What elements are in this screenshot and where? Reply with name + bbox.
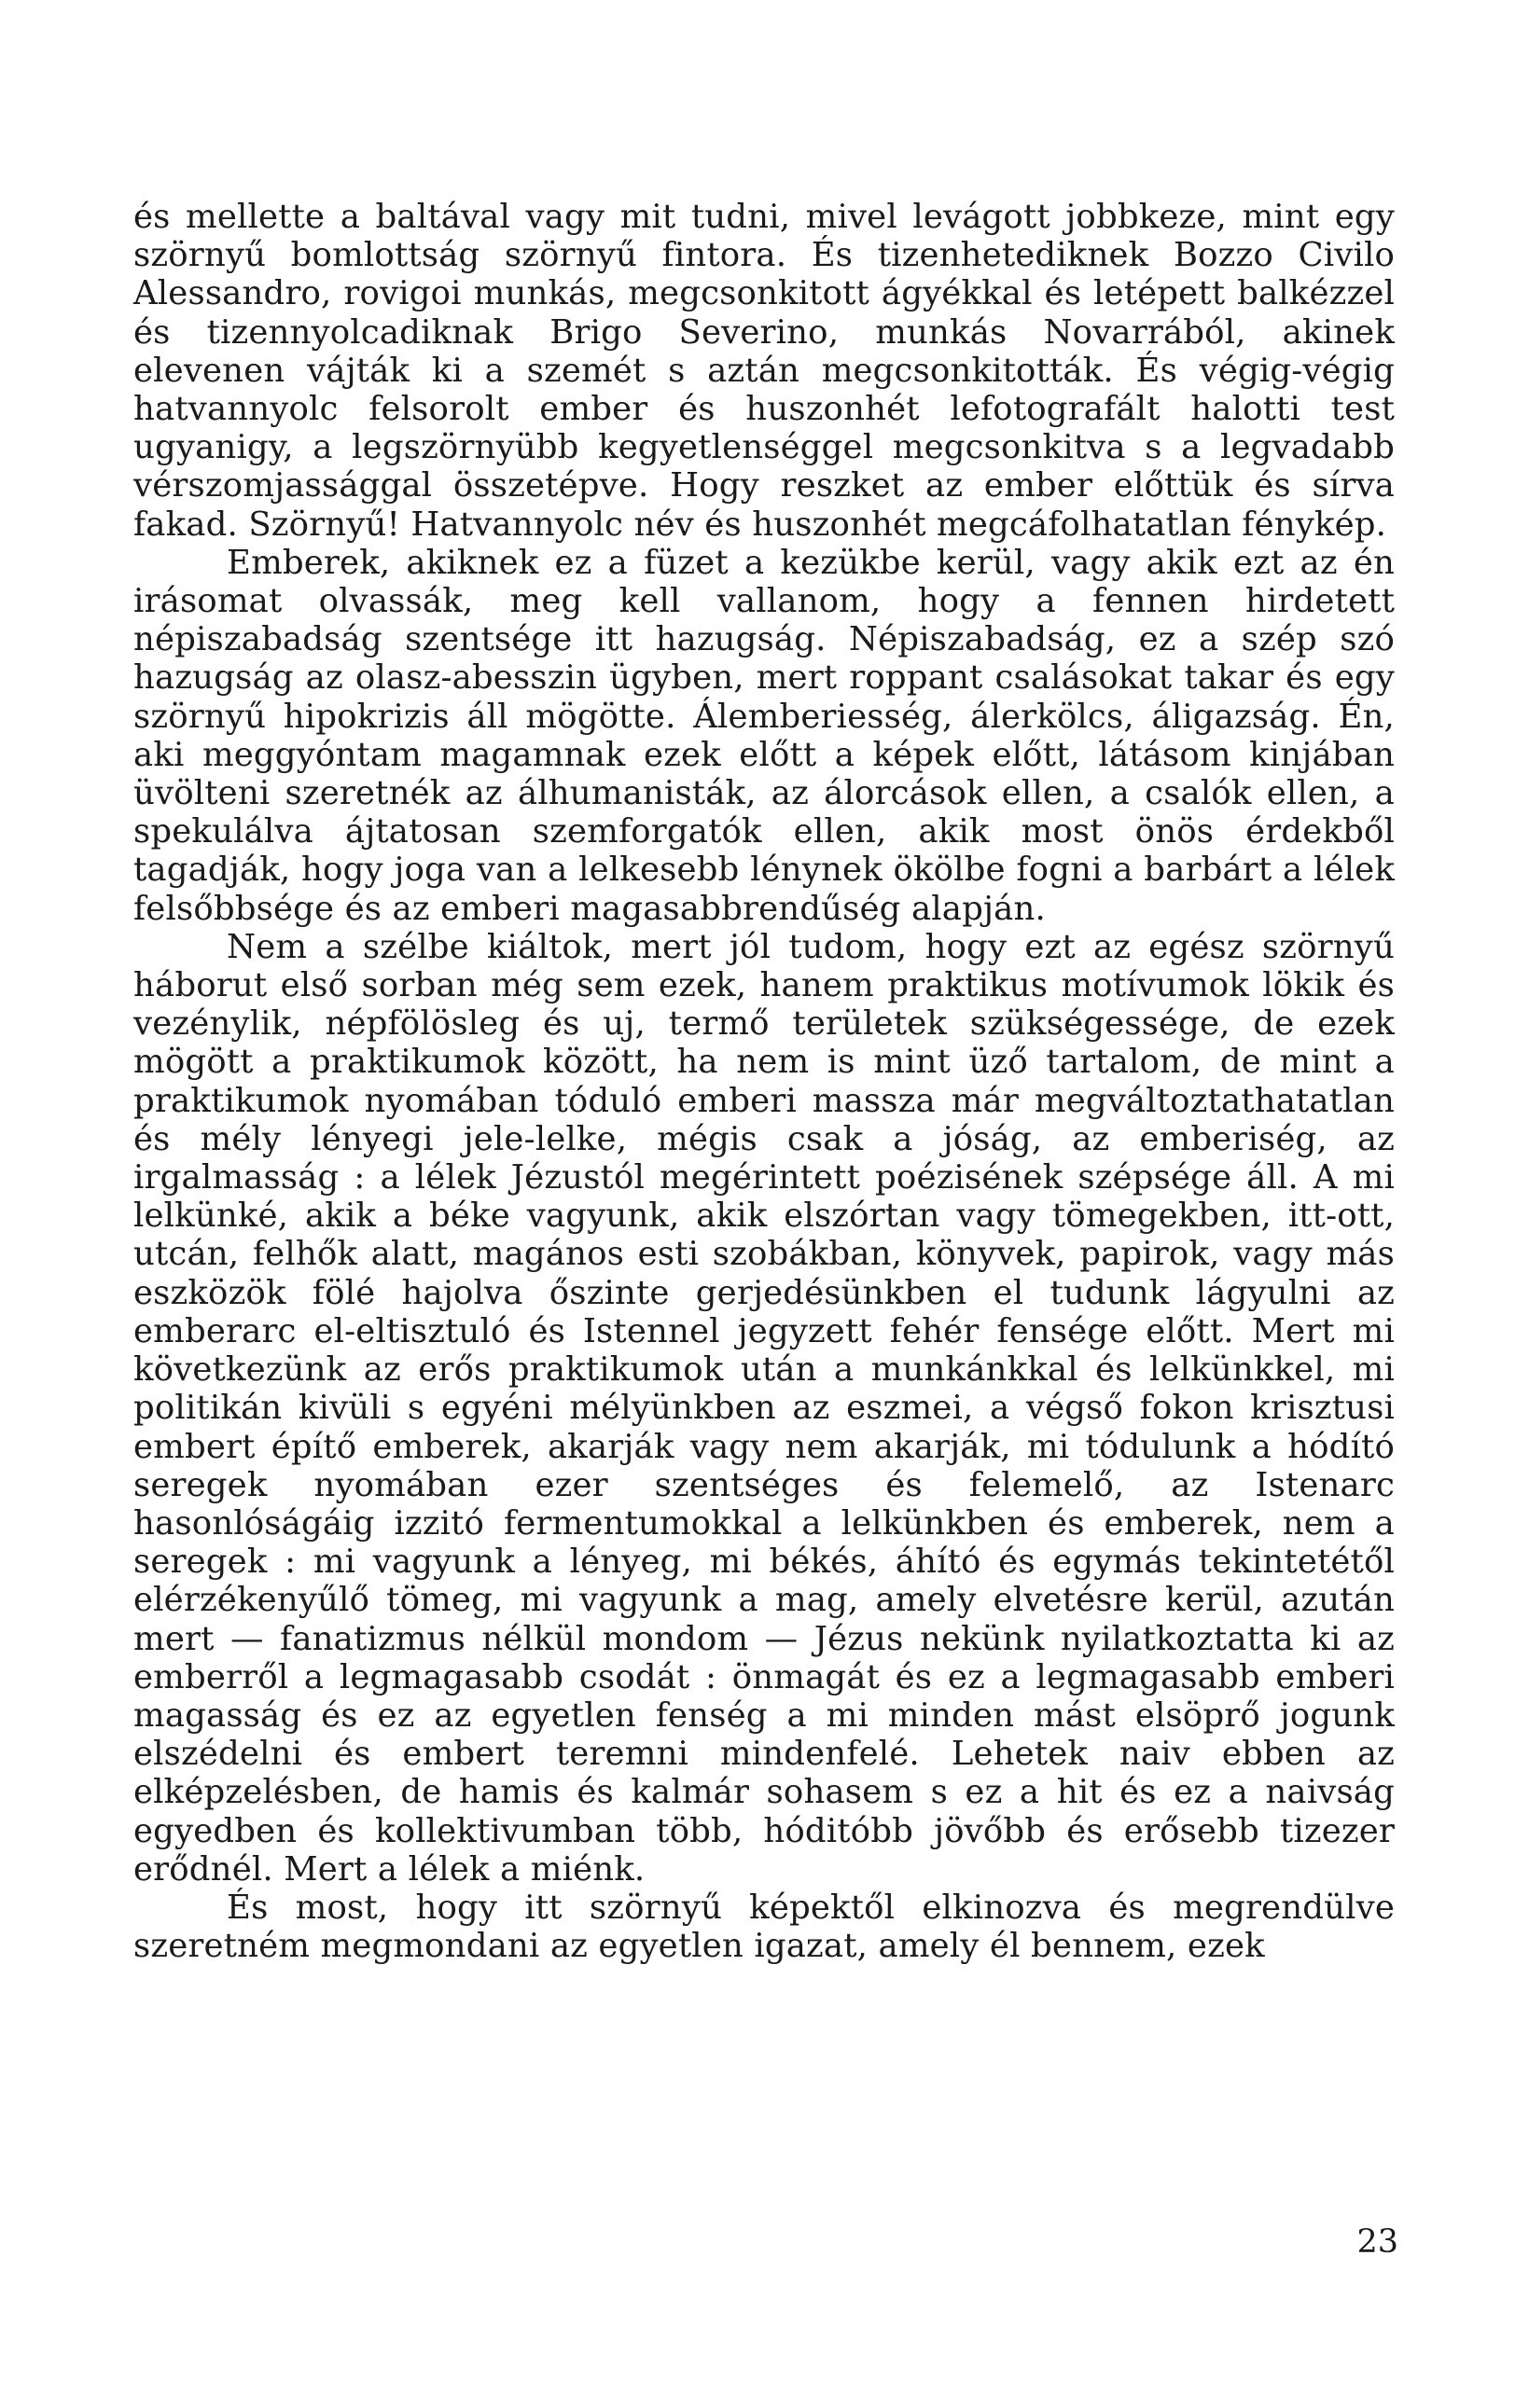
page-number: 23 <box>1356 2223 1398 2261</box>
paragraph-4: És most, hogy itt szörnyű képektől elkinozva és megrendülve szeretném megmondani az egyetlen igazat, amely él bennem, ezek <box>133 1888 1395 1966</box>
body-text <box>133 198 1395 1965</box>
paragraph-2: Emberek, akiknek ez a füzet a kezükbe kerül, vagy akik ezt az én irásomat olvassák, meg kell vallanom, hogy a fennen hirdetett népiszabadság szentsége itt hazugság. Népiszabadság, ez a szép szó hazugság az olasz-abesszin ügyben, mert roppant csalásokat takar és egy szörnyű hipokrizis áll mögötte. Álemberiesség, álerkölcs, áligazság. Én, aki meggyóntam magamnak ezek előtt a képek előtt, látásom kinjában üvölteni szeretnék az álhumanisták, az álorcások ellen, a csalók ellen, a spekulálva ájtatosan szemforgatók ellen, akik most önös érdekből tagadják, hogy joga van a lelkesebb lénynek ökölbe fogni a barbárt a lélek felsőbbsége és az emberi magasabbrendűség alapján. <box>133 543 1395 928</box>
paragraph-1: és mellette a baltával vagy mit tudni, mivel levágott jobbkeze, mint egy szörnyű bomlottság szörnyű fintora. És tizenhetediknek Bozzo Civilo Alessandro, rovigoi munkás, megcsonkitott ágyékkal és letépett balkézzel és tizennyolcadiknak Brigo Severino, munkás Novarrából, akinek elevenen vájták ki a szemét s aztán megcsonkitották. És végig-végig hatvannyolc felsorolt ember és huszonhét lefotografált halotti test ugyanigy, a legszörnyübb kegyetlenséggel megcsonkitva s a legvadabb vérszomjassággal összetépve. Hogy reszket az ember előttük és sírva fakad. Szörnyű! Hatvannyolc név és huszonhét megcáfolhatatlan fénykép. <box>133 198 1395 544</box>
paragraph-3: Nem a szélbe kiáltok, mert jól tudom, hogy ezt az egész szörnyű háborut első sorban még sem ezek, hanem praktikus motívumok lökik és vezénylik, népfölösleg és uj, termő területek szükségessége, de ezek mögött a praktikumok között, ha nem is mint üző tartalom, de mint a praktikumok nyomában tóduló emberi massza már megváltoztathatatlan és mély lényegi jele-lelke, mégis csak a jóság, az emberiség, az irgalmasság : a lélek Jézustól megérintett poézisének szépsége áll. A mi lelkünké, akik a béke vagyunk, akik elszórtan vagy tömegekben, itt-ott, utcán, felhők alatt, magános esti szobákban, könyvek, papirok, vagy más eszközök fölé hajolva őszinte gerjedésünkben el tudunk lágyulni az emberarc el-eltisztuló és Istennel jegyzett fehér fensége előtt. Mert mi következünk az erős praktikumok után a munkánkkal és lelkünkkel, mi politikán kivüli s egyéni mélyünkben az eszmei, a végső fokon krisztusi embert építő emberek, akarják vagy nem akarják, mi tódulunk a hódító seregek nyomában ezer szentséges és felemelő, az Istenarc hasonlóságáig izzitó fermentumokkal a lelkünkben és emberek, nem a seregek : mi vagyunk a lényeg, mi békés, áhító és egymás tekintetétől elérzékenyűlő tömeg, mi vagyunk a mag, amely elvetésre kerül, azután mert — fanatizmus nélkül mondom — Jézus nekünk nyilatkoztatta ki az emberről a legmagasabb csodát : önmagát és ez a legmagasabb emberi magasság és ez az egyetlen fenség a mi minden mást elsöprő jogunk elszédelni és embert teremni mindenfelé. Lehetek naiv ebben az elképzelésben, de hamis és kalmár sohasem s ez a hit és ez a naivság egyedben és kollektivumban több, hóditóbb jövőbb és erősebb tizezer erődnél. Mert a lélek a miénk. <box>133 927 1395 1889</box>
